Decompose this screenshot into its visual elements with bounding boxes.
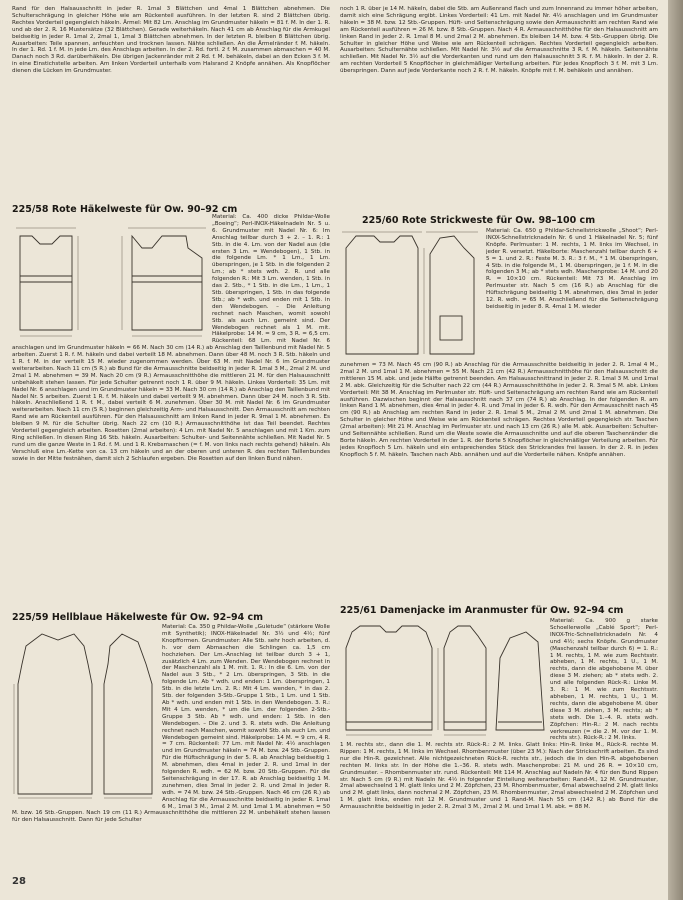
pattern-225-60-material: Material: Ca. 650 g Phildar-Schnellstrickwolle „Shoot“; Perl-INOX-Schnellstricknadeln Nr. 6 und 1 Häkelnadel Nr. 5; fünf Knöpfe. Perlmuster: 1 M. rechts, 1 M. links im Wechsel, in jeder R. versetzt. Häkelborte: Maschenzahl teilbar durch 6 + 5 = 1. und 2. R.: Feste M. 3. R.: 3 f. M., * 1 M. überspringen, 4 Stb. in die folgende M., 1 M. überspringen, je 1 f. M. in die folgenden 3 M.; ab * stets wdh. Maschenprobe: 14 M. und 20 R. = 10×10 cm. Rückenteil: Mit 73 M. Anschlag im Perlmuster str. Nach 5 cm (16 R.) ab Anschlag für die Hüftschrägung beidseitig 1 M. abnehmen, dies 3mal in jeder 12. R. wdh. = 65 M. Anschließend für die Seitenschrägung beidseitig in jeder 8. R. 4mal 1 M. wieder (486, 228, 658, 310)
schematic-spacer (12, 214, 212, 340)
page-edge (668, 0, 683, 900)
pattern-225-60-text: zunehmen = 73 M. Nach 45 cm (90 R.) ab Anschlag für die Armausschnitte beidseitig in jeder 2. R. 1mal 4 M., 2mal 2 M. und 1mal 1 M. abnehmen = 55 M. Nach 21 cm (42 R.) Armausschnitthöhe für den Halsausschnitt die mittleren 15 M. abk. und jede Hälfte getrennt beenden. Am Halsausschnittrand in jeder 2. R. 1mal 3 M. und 1mal 2 M. abk. Gleichzeitig für die Schulter nach 22 cm (44 R.) Armausschnitthöhe in jeder 2. R. 3mal 5 M. abk. Linkes Vorderteil: Mit 38 M. Anschlag im Perlmuster str. Hüft- und Seitenschrägung am rechten Rand wie am Rückenteil ausführen. Dazwischen beginnt der Halsausschnitt nach 37 cm (74 R.) ab Anschlag. In der folgenden R. am linken Rand 1 M. abnehmen, dies 4mal in jeder 4. R. und 7mal in jeder 6. R. wdh. Für den Armausschnitt nach 45 cm (90 R.) ab Anschlag am rechten Rand in jeder 2. R. 1mal 5 M., 2mal 2 M. und 2mal 1 M. abnehmen. Die Schulter in gleicher Höhe und Weise wie am Rückenteil schrägen. Rechtes Vorderteil gegengleich str. Taschen (2mal arbeiten): Mit 21 M. Anschlag im Perlmuster str. und nach 13 cm (26 R.) alle M. abk. Ausarbeiten: Schulter- und Seitennähte schließen. Rund um die Weste sowie die Armausschnitte und auf die oberen Taschenränder die Borte häkeln. Am rechten Vorderteil in der 1. R. der Borte 5 Knopflöcher in gleichmäßiger Verteilung arbeiten. Für jedes Knopfloch 5 Lm. häkeln und ein entsprechendes Stück des Strickrandes frei lassen. In der 2. R. in jedes Knopfloch 5 f. M. häkeln. Taschen nach Abb. annähen und auf die Vorderteile nähen. Knöpfe annähen. (340, 362, 658, 458)
pattern-225-59-schematic (12, 624, 162, 804)
pattern-225-61-heading: 225/61 Damenjacke im Aranmuster für Ow. 92–94 cm (340, 605, 624, 616)
page-number: 28 (12, 876, 26, 887)
pattern-225-58-heading: 225/58 Rote Häkelweste für Ow. 90–92 cm (12, 204, 238, 215)
pattern-225-59-heading: 225/59 Hellblaue Häkelweste für Ow. 92–94 cm (12, 612, 264, 623)
right-top-text: noch 1 R. über je 14 M. häkeln, dabei die Stb. am Außenrand flach und zum Innenrand zu immer höher arbeiten, damit sich eine Schrägung ergibt. Linkes Vorderteil: 41 Lm. mit Nadel Nr. 4½ anschlagen und im Grundmuster häkeln = 38 M. bzw. 12 Stb.-Gruppen. Hüft- und Seitenschrägung sowie den Armausschnitt am rechten Rand wie am Rückenteil ausführen = 26 M. bzw. 8 Stb.-Gruppen. Nach 4 R. Armausschnitthöhe für den Halsausschnitt am linken Rand in jeder 2. R. 1mal 8 M. und 2mal 2 M. abnehmen. Es bleiben 14 M. bzw. 4 Stb.-Gruppen übrig. Die Schulter in gleicher Höhe und Weise wie am Rückenteil schrägen. Rechtes Vorderteil gegengleich arbeiten. Ausarbeiten: Schulternähte schließen. Mit Nadel Nr. 3½ auf die Armausschnitte 3 R. f. M. häkeln. Seitennähte schließen. Mit Nadel Nr. 3½ auf die Vorderkanten und rund um den Halsausschnitt 3 R. f. M. häkeln. In der 2. R. am rechten Vorderteil 5 Knopflöcher in gleichmäßiger Verteilung arbeiten. Für jedes Knopfloch 3 f. M. mit 3 Lm. überspringen. Dann auf jede Vorderkante noch 2 R. f. M. häkeln. Knöpfe mit f. M. behäkeln und annähen. (340, 6, 658, 75)
left-top-text: Rand für den Halsausschnitt in jeder R. 1mal 3 Blättchen und 4mal 1 Blättchen abnehmen. Die Schulterschrägung in gleicher Höhe wie am Rückenteil ausführen. In der letzten R. sind 2 Blättchen übrig. Rechtes Vorderteil gegengleich häkeln. Ärmel: Mit 82 Lm. Anschlag im Grundmuster häkeln = 81 f. M. In der 1. R. und ab der 2. R. 16 Mustersätze (32 Blättchen). Gerade weiterhäkeln. Nach 41 cm ab Anschlag für die Armkugel beidseitig in jeder R. 1mal 2, 2mal 1, 1mal 3 Blättchen abnehmen. In der letzten R. bleiben 8 Blättchen übrig. Ausarbeiten: Teile spannen, anfeuchten und trocknen lassen. Nähte schließen. An die Ärmelränder f. M. häkeln. In der 1. Rd. 1 f. M. in jede Lm. des Anschlags arbeiten. In der 2. Rd. fortl. 2 f. M. zusammen abmaschen = 40 M. Danach noch 3 Rd. darüberhäkeln. Die übrigen Jackenränder mit 2 Rd. f. M. behäkeln, dabei an den Ecken 3 f. M. in eine Einstichstelle arbeiten. Am linken Vorderteil unterhalb vom Halsrand 2 Knöpfe annähen. Als Knopflöcher dienen die Lücken im Grundmuster. (12, 6, 330, 75)
pattern-225-58-text: Material: Ca. 400 dicke Phildar-Wolle „Boeing“; Perl-INOX-Häkelnadeln Nr. 5 u. 6. Grundmuster mit Nadel Nr. 6: Im Anschlag teilbar durch 3 + 2. – 1. R.: 1 Stb. in die 4. Lm. von der Nadel aus (die ersten 3 Lm. = Wendebogen), 1 Stb. in die folgende Lm. * 1 Lm., 1 Lm. überspringen, je 1 Stb. in die folgenden 2 Lm.; ab * stets wdh. 2. R. und alle folgenden R.: Mit 3 Lm. wenden, 1 Stb. in das 2. Stb., * 1 Stb. in die Lm., 1 Lm., 1 Stb. überspringen, 1 Stb. in das folgende Stb.; ab * wdh. und enden mit 1 Stb. in den Wendebogen. – Die Anleitung rechnet nach Maschen, womit sowohl Stb. als auch Lm. gemeint sind. Der Wendebogen rechnet als 1 M. mit. Häkelprobe: 14 M. = 9 cm, 3 R. = 6,5 cm. Rückenteil: 68 Lm. mit Nadel Nr. 6 anschlagen und im Grundmuster häkeln = 66 M. Nach 30 cm (14 R.) ab Anschlag den Taillenbund mit Nadel Nr. 5 arbeiten. Zuerst 1 R. f. M. häkeln und dabei verteilt 18 M. abnehmen. Dann über 48 M. noch 3 R. Stb. häkeln und 1 R. f. M. in der verteilt 15 M. wieder zugenommen werden. Über 63 M. mit Nadel Nr. 6 im Grundmuster weiterarbeiten. Nach 11 cm (5 R.) ab Bund für die Armausschnitte beidseitig in jeder R. 1mal 3 M., 2mal 2 M. und 2mal 1 M. abnehmen = 39 M. Nach 20 cm (9 R.) Armausschnitthöhe die mittleren 21 M. für den Halsausschnitt unbehäkelt stehen lassen. Für jede Schulter getrennt noch 1 R. über 9 M. häkeln. Linkes Vorderteil: 35 Lm. mit Nadel Nr. 6 anschlagen und im Grundmuster häkeln = 33 M. Nach 30 cm (14 R.) ab Anschlag den Taillenbund mit Nadel Nr. 5 arbeiten. Zuerst 1 R. f. M. häkeln und dabei verteilt 9 M. abnehmen. Dann über 24 M. noch 3 R. Stb. häkeln. Anschließend 1 R. f. M., dabei verteilt 6 M. zunehmen. Über 30 M. mit Nadel Nr. 6 im Grundmuster weiterarbeiten. Nach 11 cm (5 R.) beginnen gleichzeitig Arm- und Halsausschnitt. Den Armausschnitt am rechten Rand wie am Rückenteil ausführen. Für den Halsausschnitt am linken Rand in jeder R. 9mal 1 M. abnehmen. Es bleiben 9 M. für die Schulter übrig. Nach 22 cm (10 R.) Armausschnitthöhe ist das Teil beendet. Rechtes Vorderteil gegengleich arbeiten. Rosetten (2mal arbeiten): 4 Lm. mit Nadel Nr. 5 anschlagen und mit 1 Km. zum Ring schließen. In diesen Ring 16 Stb. häkeln. Ausarbeiten: Schulter- und Seitennähte schließen. Mit Nadel Nr. 5 rund um die ganze Weste in 1 Rd. f. M. und 1 R. Krebsmaschen (= f. M. von links nach rechts gehend) häkeln. Als Verschluß eine Lm.-Kette von ca. 13 cm häkeln und an der oberen und unteren R. des rechten Taillenbundes sowie in der Mitte festnähen, damit sich 2 Schlaufen ergeben. Die Rosetten auf den linken Bund nähen. (12, 214, 330, 462)
pattern-225-60-schematic (340, 228, 480, 358)
pattern-225-61-text: 1 M. rechts str., dann die 1. M. rechts str. Rück-R.: 2 M. links. Glatt links: Hin-R. linke M., Rück-R. rechte M. Rippen: 1 M. rechts, 1 M. links im Wechsel. Rhombenmuster (über 23 M.): Nach der Strickschrift arbeiten. Es sind nur die Hin-R. gezeichnet. Alle nichtgezeichneten Rück-R. rechts str., jedoch die in den Hin-R. abgehobenen rechten M. links str. In der Höhe die 1.–36. R. stets wdh. Maschenprobe: 21 M. und 26 R. = 10×10 cm, Grundmuster. – Rhombenmuster str. rund. Rückenteil: Mit 114 M. Anschlag auf Nadeln Nr. 4 für den Bund Rippen str. Nach 5 cm (9 R.) mit Nadeln Nr. 4½ in folgender Einteilung weiterarbeiten: Rand-M., 12 M. Grundmuster, 2mal abwechselnd 1 M. glatt links und 2 M. Zöpfchen, 23 M. Rhombenmuster, 6mal abwechselnd 2 M. glatt links und 2 M. glatt links, dann nochmal 2 M. Zöpfchen, 23 M. Rhombenmuster, 2mal abwechselnd 2 M. Zöpfchen und 1 M. glatt links, enden mit 12 M. Grundmuster und 1 Rand-M. Nach 55 cm (142 R.) ab Bund für die Armausschnitte beidseitig in jeder 2. R. 2mal 3 M., 2mal 2 M. und 1mal 1 M. abk. = 88 M. (340, 742, 658, 811)
pattern-225-61-material: Material: Ca. 900 g starke Schoellerwolle „Cablé Sport“; Perl-INOX-Tric-Schnellstricknadeln Nr. 4 und 4½; sechs Knöpfe. Grundmuster (Maschenzahl teilbar durch 6) = 1. R.: 1 M. rechts, 1 M. wie zum Rechtsstr. abheben, 1 M. rechts, 1 U., 1 M. rechts, dann die abgehobene M. über diese 3 M. ziehen; ab * stets wdh. 2. und alle folgenden Rück-R.: Linke M. 3. R.: 1 M. wie zum Rechtsstr. abheben, 1 M. rechts, 1 U., 1 M. rechts, dann die abgehobene M. über diese 3 M. ziehen, 3 M. rechts; ab * stets wdh. Die 1.–4. R. stets wdh. Zöpfchen: Hin-R.: 2 M. nach rechts verkreuzen (= die 2. M. vor der 1. M. rechts str.). Rück-R.: 2 M. links. (550, 618, 658, 740)
pattern-225-59-text: Material: Ca. 350 g Phildar-Wolle „Gulétude“ (stärkere Wolle mit Synthetik); INOX-Häkelnadel Nr. 3½ und 4½; fünf Knopfformen. Grundmuster: Alle Stb. sehr hoch arbeiten, d. h. vor dem Abmaschen die Schlingen ca. 1,5 cm hochziehen. Der Lm.-Anschlag ist teilbar durch 3 + 1, zusätzlich 4 Lm. zum Wenden. Der Wendebogen rechnet in der Maschenzahl als 1 M. mit. 1. R.: In die 6. Lm. von der Nadel aus 3 Stb., * 2 Lm. überspringen, 3 Stb. in die folgende Lm. Ab * wdh. und enden: 1 Lm. überspringen, 1 Stb. in die letzte Lm. 2. R.: Mit 4 Lm. wenden, * in das 2. Stb. der folgenden 3-Stb.-Gruppe 1 Stb., 1 Lm. und 1 Stb. Ab * wdh. und enden mit 1 Stb. in den Wendebogen. 3. R.: Mit 4 Lm. wenden, * um die Lm. der folgenden 2-Stb.-Gruppe 3 Stb. Ab * wdh. und enden: 1 Stb. in den Wendebogen. – Die 2. und 3. R. stets wdh. Die Anleitung rechnet nach Maschen, womit sowohl Stb. als auch Lm. und Wendebogen gemeint sind. Häkelprobe: 14 M. = 9 cm, 4 R. = 7 cm. Rückenteil: 77 Lm. mit Nadel Nr. 4½ anschlagen und im Grundmuster häkeln = 74 M. bzw. 24 Stb.-Gruppen. Für die Hüftschrägung in der 5. R. ab Anschlag beidseitig 1 M. abnehmen, dies 4mal in jeder 2. R. und 1mal in der folgenden R. wdh. = 62 M. bzw. 20 Stb.-Gruppen. Für die Seitenschrägung in der 17. R. ab Anschlag beidseitig 1 M. zunehmen, dies 3mal in jeder 2. R. und 2mal in jeder R. wdh. = 74 M. bzw. 24 Stb.-Gruppen. Nach 46 cm (26 R.) ab Anschlag für die Armausschnitte beidseitig in jeder R. 1mal 6 M., 1mal 3 M., 1mal 2 M. und 1mal 1 M. abnehmen = 50 M. bzw. 16 Stb.-Gruppen. Nach 19 cm (11 R.) Armausschnitthöhe die mittleren 22 M. unbehäkelt stehen lassen für den Halsausschnitt. Dann für jede Schulter (12, 624, 330, 824)
pattern-225-61-schematic (340, 618, 548, 738)
pattern-225-60-heading: 225/60 Rote Strickweste für Ow. 98–100 cm (362, 215, 596, 226)
